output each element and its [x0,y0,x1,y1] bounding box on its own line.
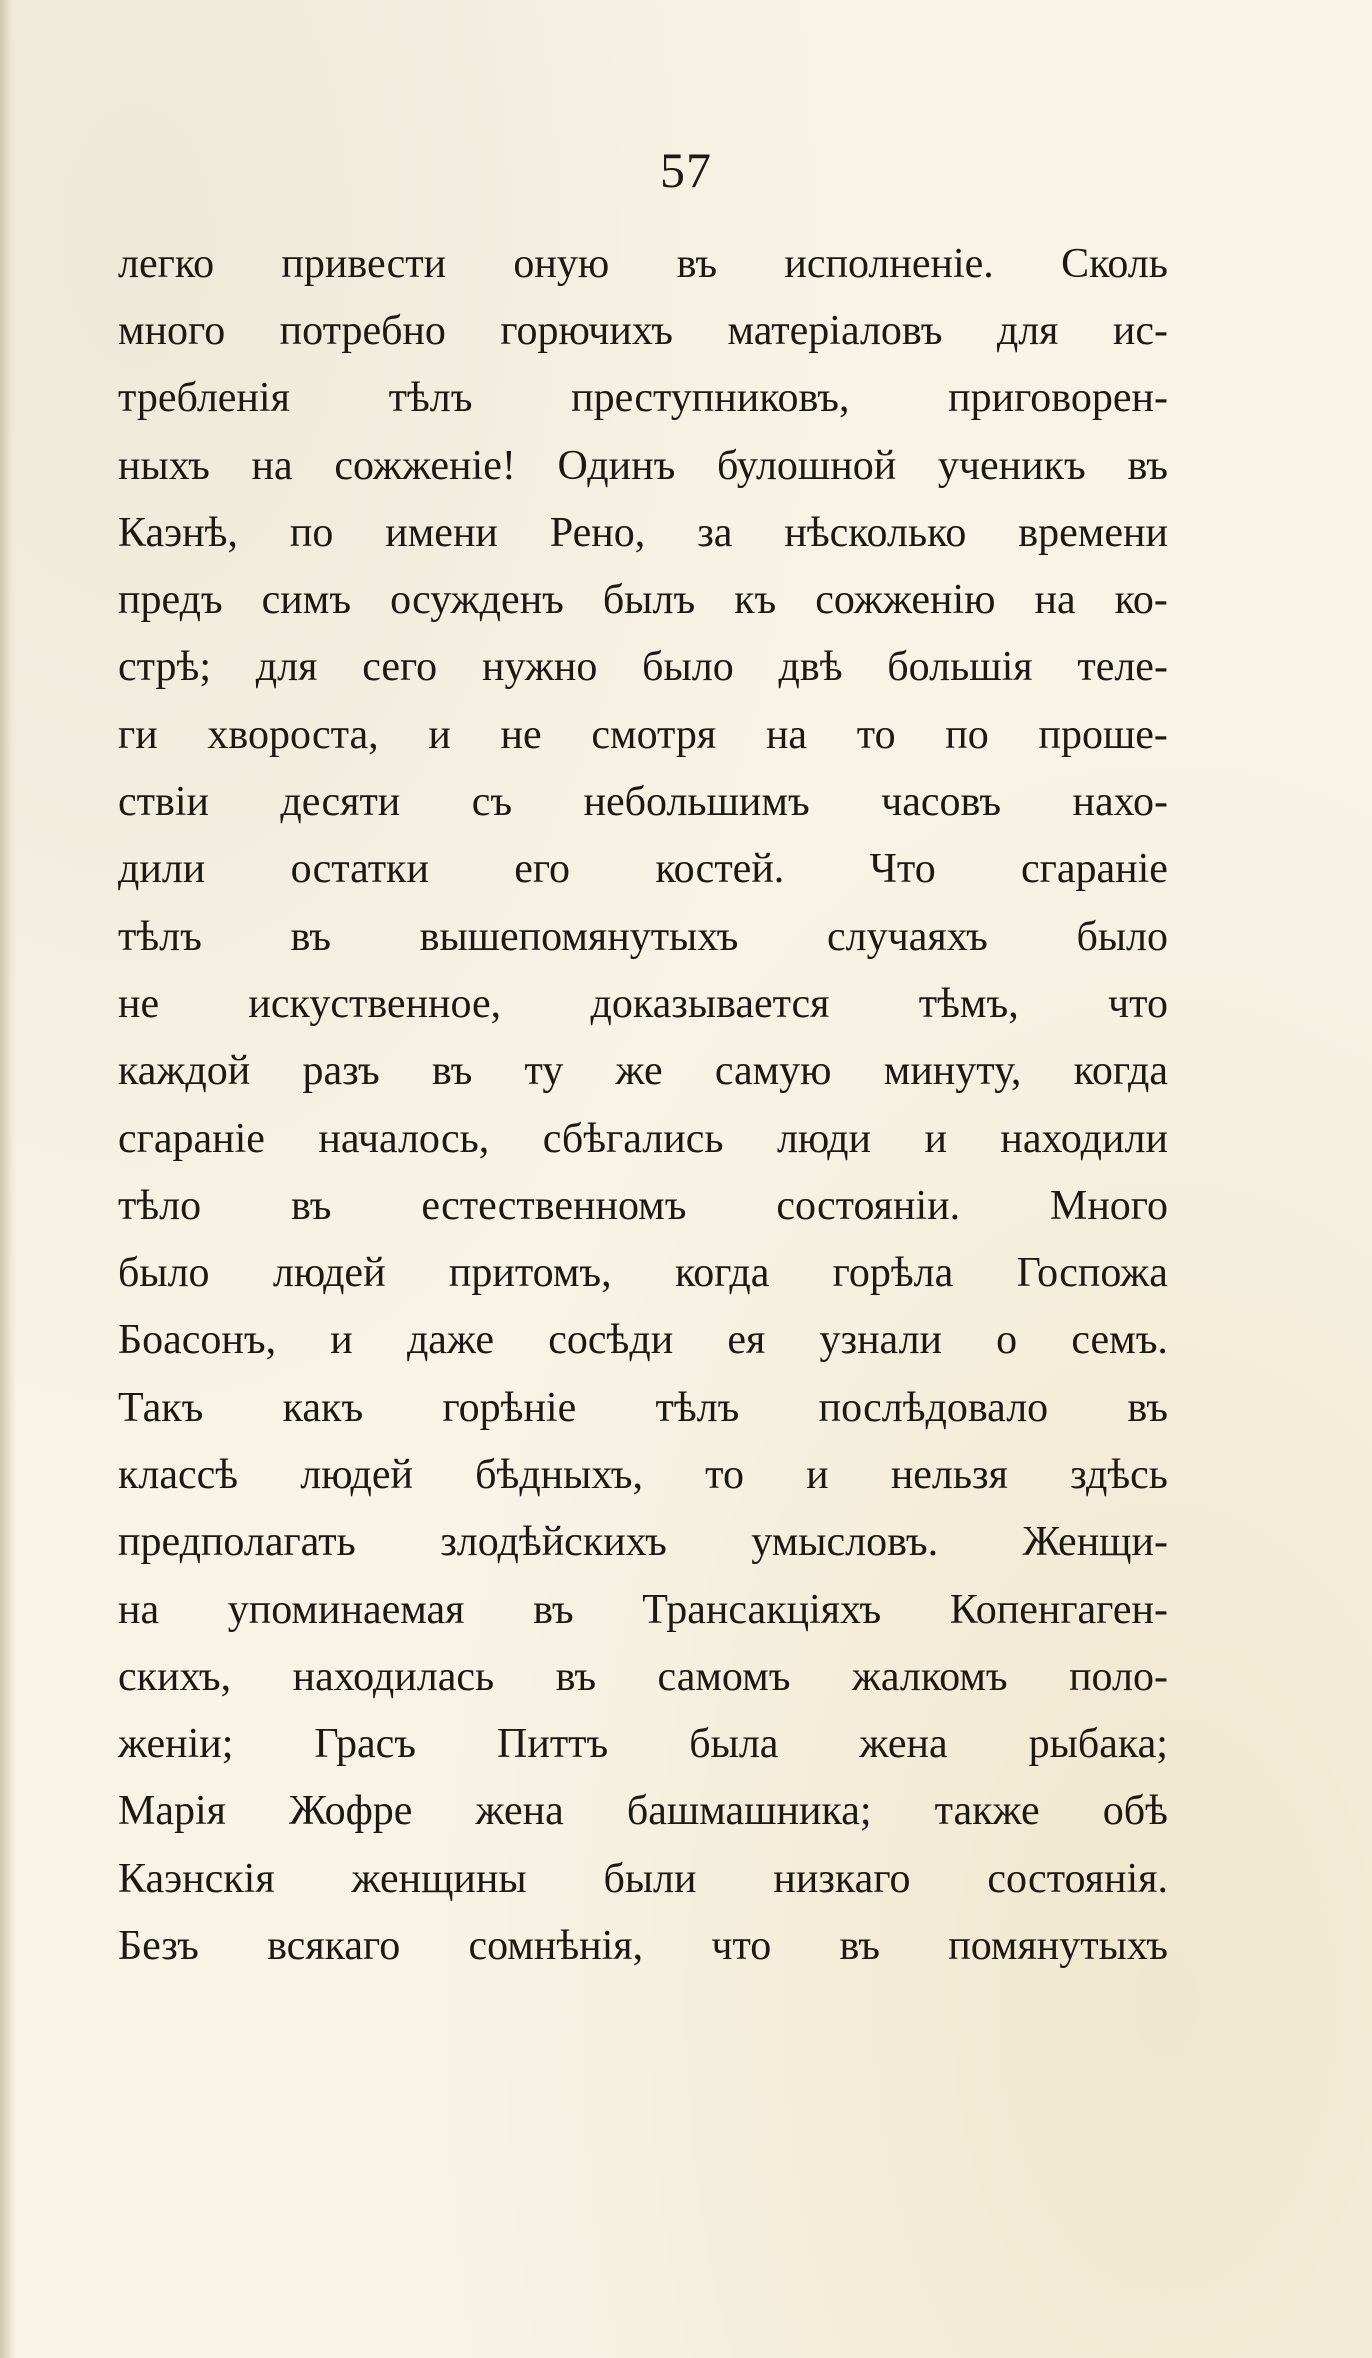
word: было [1076,913,1168,960]
word: остатки [290,846,429,893]
word: классѣ [118,1451,239,1498]
word: рыбака; [1028,1721,1168,1768]
word: то [856,711,896,758]
word: десяти [280,779,401,826]
word: Много [1049,1182,1168,1229]
text-line [118,1105,1168,1172]
word: самомъ [657,1653,791,1700]
text-line [118,701,1168,768]
word: сбѣгались [542,1115,724,1162]
text-line [118,566,1168,633]
word: хвороста, [207,711,379,758]
word: когда [674,1250,770,1297]
word: нахо- [1072,779,1168,826]
word: Одинъ [557,442,676,489]
word: на [1034,577,1076,624]
word: естественномъ [421,1182,687,1229]
page-number: 57 [660,142,712,198]
word: были [603,1855,697,1902]
word: женіи; [118,1721,234,1768]
text-line [118,634,1168,701]
word: даже [406,1317,495,1364]
text-line [118,836,1168,903]
word: исполненіе. [784,240,994,287]
word: за [697,509,733,556]
word: преступниковъ, [571,375,850,422]
word: семъ. [1071,1317,1168,1364]
word: искуственное, [248,980,502,1027]
word: то [705,1451,744,1498]
text-line [118,1509,1168,1576]
word: всякаго [267,1923,401,1970]
word: послѣдовало [818,1384,1049,1431]
word: сгараніе [118,1115,265,1162]
word: теле- [1077,644,1168,691]
word: ис- [1112,307,1168,354]
word: самую [714,1048,832,1095]
text-line [118,970,1168,1037]
word: легко [118,240,215,287]
word: упоминаемая [227,1586,465,1633]
word: тѣлъ [118,913,202,960]
word: оную [513,240,610,287]
word: Копенгаген- [949,1586,1168,1633]
word: людей [272,1250,386,1297]
word: для [996,307,1059,354]
text-line [118,1845,1168,1912]
word: соcѣди [548,1317,674,1364]
text-line [118,1912,1168,1979]
word: скихъ, [118,1653,232,1700]
word: костей. [655,846,785,893]
word: Жофре [289,1788,413,1835]
word: Трансакціяхъ [642,1586,882,1633]
word: случаяхъ [827,913,988,960]
word: тѣмъ, [918,980,1019,1027]
word: доказывается [590,980,830,1027]
word: въ [555,1653,597,1700]
binding-gutter [0,0,16,2358]
word: какъ [282,1384,364,1431]
word: смотря [591,711,717,758]
word: что [711,1923,772,1970]
word: въ [431,1048,473,1095]
text-line [118,1643,1168,1710]
word: нужно [481,644,598,691]
word: нѣсколько [784,509,967,556]
word: разъ [302,1048,380,1095]
text-line [118,1038,1168,1105]
word: жена [475,1788,564,1835]
word: много [118,307,226,354]
text-line [118,1778,1168,1845]
text-line [118,1711,1168,1778]
word: не [118,980,160,1027]
word: люди [776,1115,871,1162]
word: его [514,846,571,893]
word: требленія [118,375,290,422]
word: Сколь [1061,240,1168,287]
word: злодѣйскихъ [440,1519,667,1566]
text-line [118,1172,1168,1239]
word: въ [1127,442,1168,489]
word: и [806,1451,829,1498]
text-line [118,499,1168,566]
word: было [642,644,734,691]
word: Безъ [118,1923,199,1970]
word: времени [1018,509,1168,556]
word: притомъ, [448,1250,612,1297]
word: по [289,509,334,556]
word: горючихъ [500,307,674,354]
word: предъ [118,577,223,624]
word: имени [385,509,498,556]
word: тѣло [118,1182,202,1229]
word: здѣсь [1070,1451,1168,1498]
word: осужденъ [390,577,564,624]
word: Грасъ [314,1721,417,1768]
word: въ [1127,1384,1168,1431]
word: Питтъ [497,1721,609,1768]
word: тѣлъ [655,1384,740,1431]
word: Каэнѣ, [118,509,238,556]
text-line [118,230,1168,297]
word: Такъ [118,1384,204,1431]
text-line [118,1239,1168,1306]
text-line [118,432,1168,499]
text-line [118,768,1168,835]
word: сожженію [815,577,996,624]
word: въ [533,1586,574,1633]
word: поло- [1069,1653,1168,1700]
word: небольшимъ [583,779,810,826]
word: вышепомянутыхъ [419,913,739,960]
word: сего [362,644,438,691]
word: для [255,644,318,691]
word: жалкомъ [851,1653,1008,1700]
word: дили [118,846,206,893]
word: же [615,1048,663,1095]
word: ту [524,1048,564,1095]
word: на [118,1586,160,1633]
word: людей [300,1451,413,1498]
word: ги [118,711,158,758]
word: о [996,1317,1018,1364]
word: Каэнскія [118,1855,275,1902]
text-line [118,1307,1168,1374]
text-line [118,903,1168,970]
word: низкаго [773,1855,911,1902]
text-line [118,1374,1168,1441]
word: состояніи. [776,1182,961,1229]
word: также [934,1788,1040,1835]
word: башмашника; [626,1788,872,1835]
word: нельзя [890,1451,1008,1498]
word: горѣніе [442,1384,577,1431]
text-line [118,297,1168,364]
word: и [330,1317,353,1364]
word: Женщи- [1022,1519,1168,1566]
word: бѣдныхъ, [475,1451,643,1498]
word: умысловъ. [751,1519,939,1566]
word: Боасонъ, [118,1317,277,1364]
word: находили [1000,1115,1168,1162]
word: стрѣ; [118,644,211,691]
word: состоянія. [987,1855,1168,1902]
word: когда [1073,1048,1168,1095]
word: обѣ [1102,1788,1168,1835]
word: Госпожа [1016,1250,1168,1297]
word: находилась [292,1653,495,1700]
word: предполагать [118,1519,356,1566]
word: сожженіе! [334,442,516,489]
word: не [500,711,542,758]
word: въ [291,1182,332,1229]
word: въ [676,240,718,287]
word: Рено, [549,509,646,556]
word: часовъ [881,779,1002,826]
text-line [118,365,1168,432]
word: что [1108,980,1168,1027]
word: помянутыхъ [948,1923,1168,1970]
word: въ [839,1923,881,1970]
word: Марія [118,1788,226,1835]
word: сгараніе [1021,846,1168,893]
word: женщины [351,1855,527,1902]
word: и [924,1115,947,1162]
word: былъ [602,577,696,624]
word: была [689,1721,779,1768]
text-line [118,1576,1168,1643]
word: жена [859,1721,948,1768]
word: съ [471,779,513,826]
word: симъ [261,577,352,624]
word: матеріаловъ [727,307,943,354]
word: началось, [318,1115,490,1162]
word: двѣ [778,644,843,691]
word: ныхъ [118,442,210,489]
word: тѣлъ [388,375,473,422]
word: было [118,1250,210,1297]
word: потребно [279,307,446,354]
word: въ [290,913,331,960]
word: ствіи [118,779,209,826]
body-text [118,230,1168,1980]
word: каждой [118,1048,251,1095]
word: къ [734,577,777,624]
word: прошe- [1038,711,1168,758]
word: и [428,711,451,758]
word: Что [869,846,936,893]
word: ко- [1114,577,1168,624]
word: горѣла [832,1250,954,1297]
word: приговорен- [948,375,1168,422]
word: булошной [717,442,897,489]
word: привести [281,240,447,287]
word: ея [727,1317,766,1364]
word: минуту, [883,1048,1022,1095]
word: сомнѣнія, [468,1923,644,1970]
word: ученикъ [937,442,1086,489]
word: большія [887,644,1033,691]
word: на [765,711,808,758]
text-line [118,1441,1168,1508]
word: узнали [819,1317,942,1364]
word: на [251,442,293,489]
word: по [945,711,989,758]
